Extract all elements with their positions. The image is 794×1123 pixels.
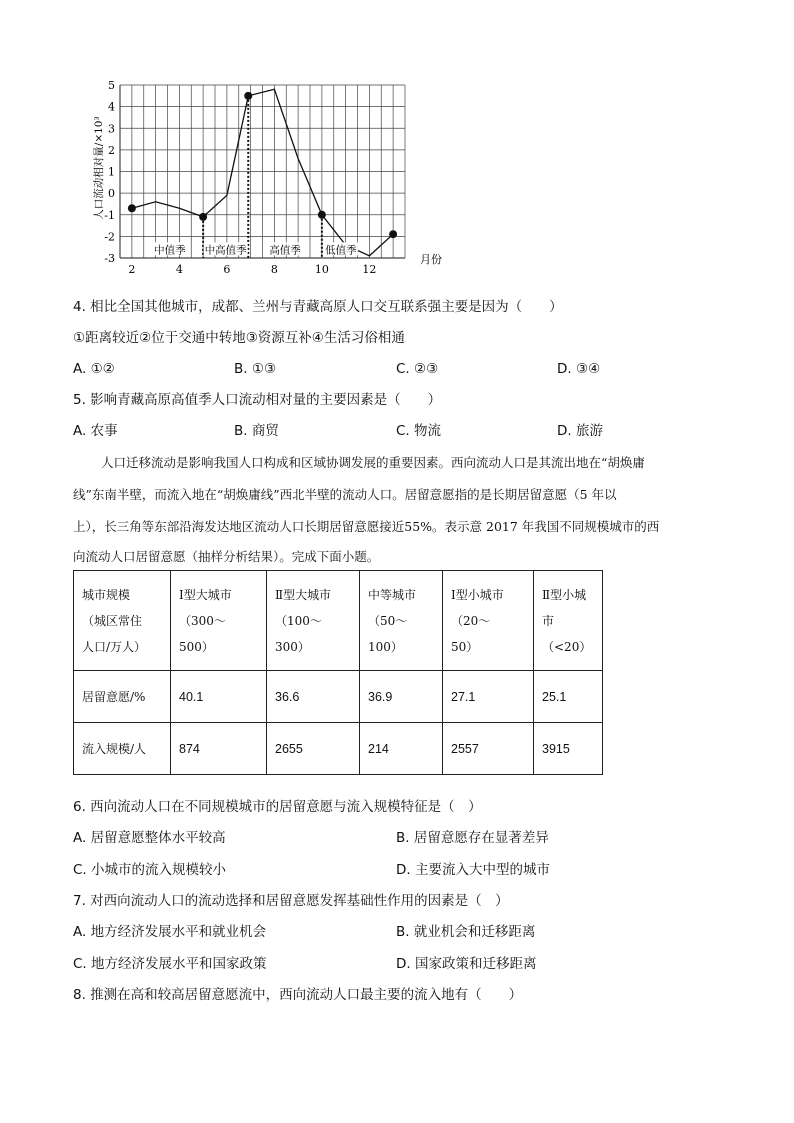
table-cell: 36.9 [360,671,443,723]
x-tick-label: 10 [314,263,329,276]
q7-option-a[interactable]: A. 地方经济发展水平和就业机会 [73,924,267,940]
row-label: 流入规模/人 [74,723,171,775]
q6-option-a[interactable]: A. 居留意愿整体水平较高 [73,830,226,846]
q6-option-c[interactable]: C. 小城市的流入规模较小 [73,862,227,878]
x-tick-label: 4 [175,263,183,276]
table-row [74,723,603,775]
population-flow-chart [90,80,450,280]
table-cell: 214 [360,723,443,775]
q7-option-b[interactable]: B. 就业机会和迁移距离 [396,924,536,940]
table-cell: 25.1 [534,671,603,723]
q4-option-b[interactable]: B. ①③ [234,361,277,377]
x-tick-label: 12 [362,263,377,276]
chart-grid [120,85,405,258]
header-cell-medium: 中等城市 （50～ 100） [360,571,443,671]
q7-option-d[interactable]: D. 国家政策和迁移距离 [396,956,537,972]
data-point [128,204,136,212]
header-cell-scale: 城市规模 （城区常住 人口/万人） [74,571,171,671]
header-cell-small-2: Ⅱ型小城 市（<20） [534,571,603,671]
header-cell-large-2: Ⅱ型大城市 （100～ 300） [267,571,360,671]
q5-option-c[interactable]: C. 物流 [396,423,442,439]
y-tick-label: 4 [108,100,115,114]
q4-option-d[interactable]: D. ③④ [557,361,601,377]
x-tick-label: 8 [270,263,278,276]
q7-option-c[interactable]: C. 地方经济发展水平和国家政策 [73,956,267,972]
y-tick-label: 5 [108,80,115,92]
q4-stem: 4. 相比全国其他城市，成都、兰州与青藏高原人口交互联系强主要是因为（ ） [73,299,563,315]
q8-stem: 8. 推测在高和较高居留意愿流中，西向流动人口最主要的流入地有（ ） [73,987,523,1003]
y-tick-label: -1 [104,208,115,222]
data-point [389,230,397,238]
table-header-row [74,571,603,671]
q4-option-c[interactable]: C. ②③ [396,361,439,377]
season-label: 中值季 [154,244,186,257]
y-tick-label: 2 [108,143,115,157]
city-scale-table [73,570,603,775]
x-tick-label: 6 [223,263,231,276]
data-point [318,211,326,219]
season-label: 高值季 [269,244,301,257]
season-label: 低值季 [325,244,357,257]
q4-option-a[interactable]: A. ①② [73,361,115,377]
q5-option-a[interactable]: A. 农事 [73,423,118,439]
row-label: 居留意愿/% [74,671,171,723]
table-cell: 874 [171,723,267,775]
y-tick-labels [104,80,115,265]
header-cell-small-1: Ⅰ型小城市 （20～ 50） [443,571,534,671]
y-tick-label: -3 [104,252,115,265]
season-labels [153,242,358,256]
q6-option-d[interactable]: D. 主要流入大中型的城市 [396,862,550,878]
header-cell-large-1: Ⅰ型大城市 （300～ 500） [171,571,267,671]
data-point [199,213,207,221]
q6-stem: 6. 西向流动人口在不同规模城市的居留意愿与流入规模特征是（ ） [73,799,482,815]
y-tick-label: 1 [108,165,115,179]
q6-option-b[interactable]: B. 居留意愿存在显著差异 [396,830,549,846]
x-tick-label: 2 [128,263,136,276]
table-row [74,671,603,723]
table-cell: 2655 [267,723,360,775]
passage-line-1: 人口迁移流动是影响我国人口构成和区域协调发展的重要因素。西向流动人口是其流出地在“胡焕庸 [101,455,645,470]
y-tick-label: 3 [108,122,115,136]
table-cell: 27.1 [443,671,534,723]
q5-stem: 5. 影响青藏高原高值季人口流动相对量的主要因素是（ ） [73,392,442,408]
data-point [244,92,252,100]
x-axis-label: 月份 [420,253,442,266]
passage-line-2: 线”东南半壁，而流入地在“胡焕庸线”西北半壁的流动人口。居留意愿指的是长期居留意愿（5 年以 [73,487,617,502]
q5-option-d[interactable]: D. 旅游 [557,423,603,439]
y-tick-label: -2 [104,230,115,244]
y-axis-label: 人口流动相对量/×10³ [93,116,105,220]
season-label: 中高值季 [204,244,247,257]
x-tick-labels [128,263,376,276]
passage-line-4: 向流动人口居留意愿（抽样分析结果）。完成下面小题。 [73,549,380,564]
table-cell: 40.1 [171,671,267,723]
table-cell: 2557 [443,723,534,775]
table-cell: 36.6 [267,671,360,723]
y-tick-label: 0 [108,187,115,201]
table-cell: 3915 [534,723,603,775]
q5-option-b[interactable]: B. 商贸 [234,423,279,439]
q7-stem: 7. 对西向流动人口的流动选择和居留意愿发挥基础性作用的因素是（ ） [73,893,509,909]
q4-statements: ①距离较近②位于交通中转地③资源互补④生活习俗相通 [73,330,405,346]
passage-line-3: 上），长三角等东部沿海发达地区流动人口长期居留意愿接近55%。表示意 2017 年我国不同规模城市的西 [73,519,660,534]
